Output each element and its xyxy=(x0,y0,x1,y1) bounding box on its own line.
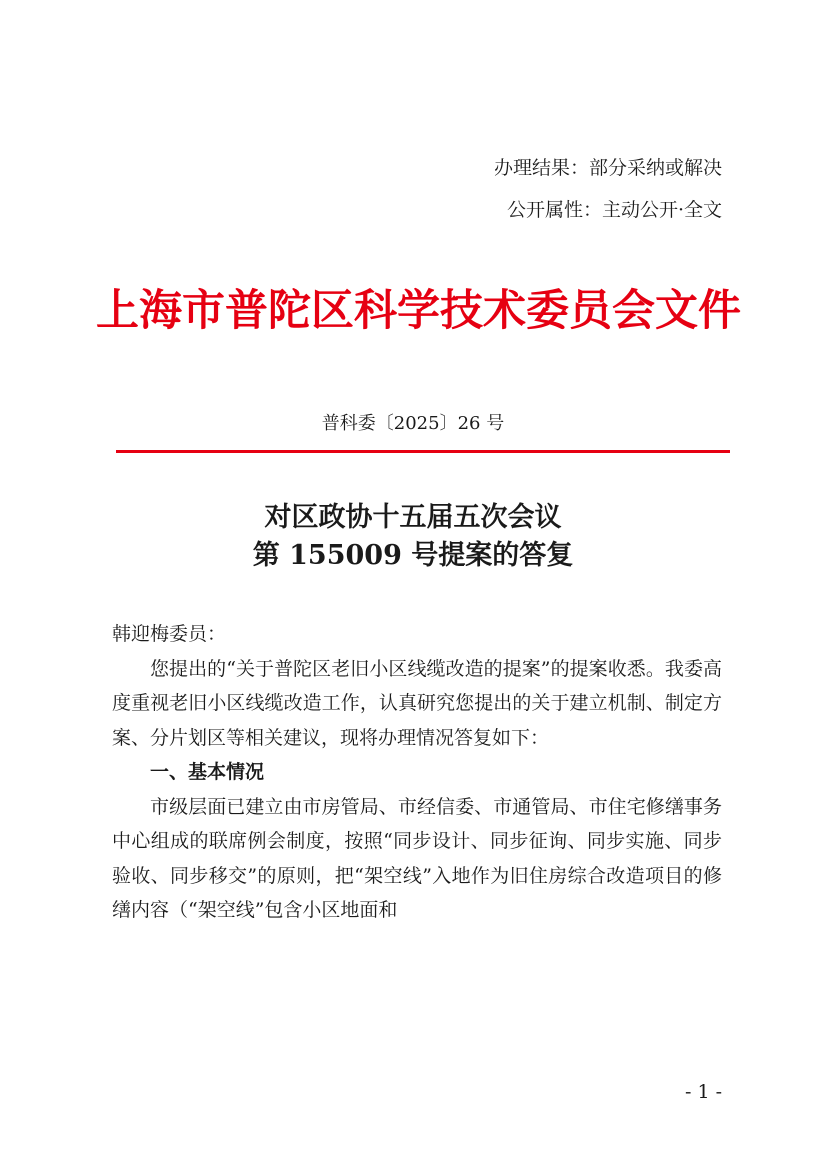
issuing-organization-title: 上海市普陀区科学技术委员会文件 xyxy=(96,286,741,336)
body-paragraph-1: 您提出的“关于普陀区老旧小区线缆改造的提案”的提案收悉。我委高度重视老旧小区线缆改造工作，认真研究您提出的关于建立机制、制定方案、分片划区等相关建议，现将办理情况答复如下： xyxy=(112,657,722,749)
disclosure-attribute: 公开属性：主动公开·全文 xyxy=(506,199,722,221)
document-title-line-2: 第 155009 号提案的答复 xyxy=(252,540,574,571)
section-heading-1: 一、基本情况 xyxy=(150,761,265,783)
body-paragraph-2: 市级层面已建立由市房管局、市经信委、市通管局、市住宅修缮事务中心组成的联席例会制度，按照“同步设计、同步征询、同步实施、同步验收、同步移交”的原则，把“架空线”入地作为旧住房综合改造项目的修缮内容（“架空线”包含小区地面和 xyxy=(112,795,722,921)
document-body xyxy=(112,617,722,928)
document-number: 普科委〔2025〕26 号 xyxy=(321,413,505,434)
handling-result: 办理结果：部分采纳或解决 xyxy=(493,157,722,179)
red-divider-line xyxy=(116,450,730,453)
document-title-line-1: 对区政协十五届五次会议 xyxy=(264,502,562,533)
salutation: 韩迎梅委员： xyxy=(112,623,227,645)
page-number: - 1 - xyxy=(684,1081,722,1103)
